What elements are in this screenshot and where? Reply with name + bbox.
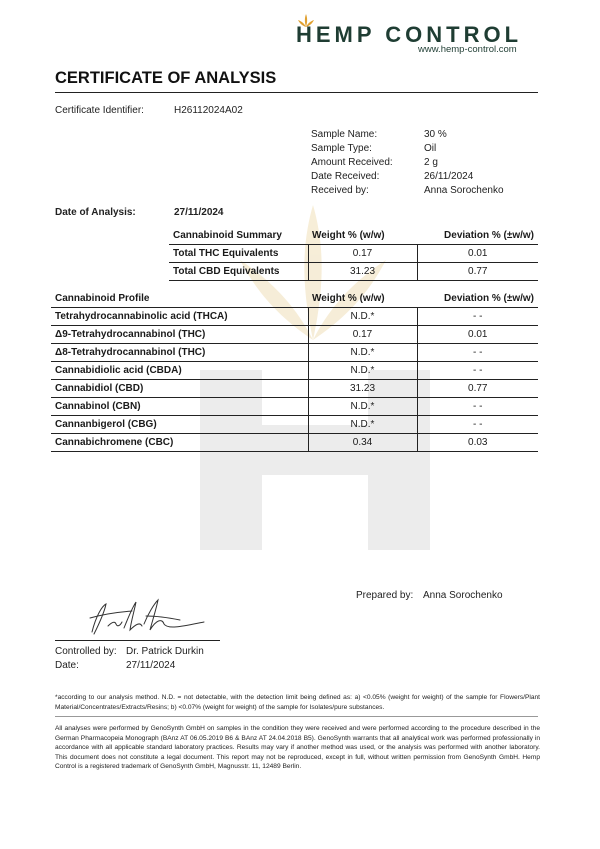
- profile-row: [51, 416, 538, 434]
- profile-cell-weight: N.D.*: [308, 308, 417, 326]
- document-title: CERTIFICATE OF ANALYSIS: [55, 69, 277, 87]
- profile-row: [51, 308, 538, 326]
- signature-line: [55, 640, 220, 641]
- profile-cell-weight: N.D.*: [308, 344, 417, 362]
- summary-cell-weight: 0.17: [308, 245, 417, 263]
- prepared-by-value: Anna Sorochenko: [423, 590, 503, 601]
- amount-received-label: Amount Received:: [311, 157, 393, 168]
- profile-header-deviation: Deviation % (±w/w): [444, 293, 534, 304]
- summary-header-row: [169, 227, 538, 245]
- profile-row: [51, 344, 538, 362]
- profile-row: [51, 326, 538, 344]
- brand-url: www.hemp-control.com: [418, 44, 517, 55]
- profile-cell-weight: N.D.*: [308, 416, 417, 434]
- received-by-label: Received by:: [311, 185, 369, 196]
- profile-cell-deviation: - -: [473, 311, 483, 322]
- profile-header-row: [51, 290, 538, 308]
- profile-cell-deviation: 0.03: [468, 437, 488, 448]
- brand-logo: HEMP CONTROL: [296, 22, 523, 47]
- profile-cell-weight: N.D.*: [308, 362, 417, 380]
- received-by-value: Anna Sorochenko: [424, 185, 504, 196]
- profile-cell-deviation: - -: [473, 401, 483, 412]
- footnote-divider: [55, 716, 538, 717]
- summary-row: [169, 245, 538, 263]
- sample-type-value: Oil: [424, 143, 437, 154]
- certificate-id-value: H26112024A02: [174, 105, 243, 116]
- method-footnote: *according to our analysis method. N.D. = not detectable, with the detection limit being defined as: a) <0.05% (weight for weight) of the sample for Flowers/Plant Material/Concentrates/Extracts/Resins; b) <0.07% (weight for weight) of the sample for Isolates/pure substances.: [55, 694, 540, 711]
- profile-cell-deviation: - -: [473, 419, 483, 430]
- profile-cell-name: Δ9-Tetrahydrocannabinol (THC): [51, 326, 308, 344]
- profile-row: [51, 380, 538, 398]
- profile-cell-name: Cannabidiol (CBD): [51, 380, 308, 398]
- profile-cell-weight: 0.34: [308, 434, 417, 452]
- profile-cell-name: Cannabichromene (CBC): [51, 434, 308, 452]
- summary-header-name: Cannabinoid Summary: [173, 230, 282, 241]
- summary-header-weight: Weight % (w/w): [312, 230, 385, 241]
- controlled-by-label: Controlled by:: [55, 646, 117, 657]
- sample-name-value: 30 %: [424, 129, 447, 140]
- title-divider: [55, 92, 538, 93]
- profile-cell-weight: N.D.*: [308, 398, 417, 416]
- profile-cell-weight: 31.23: [308, 380, 417, 398]
- cannabinoid-profile-table: [51, 290, 538, 452]
- profile-cell-deviation: - -: [473, 347, 483, 358]
- summary-cell-name: Total THC Equivalents: [169, 245, 308, 263]
- summary-cell-name: Total CBD Equivalents: [169, 263, 308, 281]
- profile-cell-deviation: 0.77: [468, 383, 488, 394]
- summary-header-deviation: Deviation % (±w/w): [444, 230, 534, 241]
- profile-cell-name: Cannanbigerol (CBG): [51, 416, 308, 434]
- controlled-by-value: Dr. Patrick Durkin: [126, 646, 204, 657]
- profile-row: [51, 362, 538, 380]
- summary-cell-deviation: 0.01: [468, 248, 488, 259]
- cannabinoid-summary-table: [169, 227, 538, 281]
- profile-cell-name: Tetrahydrocannabinolic acid (THCA): [51, 308, 308, 326]
- summary-row: [169, 263, 538, 281]
- date-received-value: 26/11/2024: [424, 171, 474, 182]
- legal-footnote: All analyses were performed by GenoSynth GmbH on samples in the condition they were received and were performed according to the procedure described in the German Pharmacopeia Monograph (BAnz AT 06.05.2019 B6 & BAnz AT 24.04.2018 B5). GenoSynth warrants that all analytical work was performed professionally in accordance with all applicable standard laboratory practices. Results may vary if another method was used, or the analysis was performed with another laboratory. This document does not constitute a legal document. This report may not be reproduced, except in full, without written permission from GenoSynth GmbH. Hemp Control is a registered trademark of GenoSynth GmbH, Magnusstr. 11, 12489 Berlin.: [55, 725, 540, 771]
- profile-header-weight: Weight % (w/w): [312, 293, 385, 304]
- amount-received-value: 2 g: [424, 157, 438, 168]
- profile-cell-name: Δ8-Tetrahydrocannabinol (THC): [51, 344, 308, 362]
- profile-cell-name: Cannabidiolic acid (CBDA): [51, 362, 308, 380]
- date-received-label: Date Received:: [311, 171, 380, 182]
- prepared-by-label: Prepared by:: [356, 590, 414, 601]
- profile-header-name: Cannabinoid Profile: [55, 293, 150, 304]
- controlled-date-label: Date:: [55, 660, 79, 671]
- profile-cell-name: Cannabinol (CBN): [51, 398, 308, 416]
- analysis-date-label: Date of Analysis:: [55, 207, 136, 218]
- profile-cell-deviation: 0.01: [468, 329, 488, 340]
- signature-image: [84, 596, 214, 640]
- profile-cell-deviation: - -: [473, 365, 483, 376]
- controlled-date-value: 27/11/2024: [126, 660, 176, 671]
- profile-row: [51, 398, 538, 416]
- sample-type-label: Sample Type:: [311, 143, 372, 154]
- sample-name-label: Sample Name:: [311, 129, 378, 140]
- summary-cell-weight: 31.23: [308, 263, 417, 281]
- profile-row: [51, 434, 538, 452]
- analysis-date-value: 27/11/2024: [174, 207, 224, 218]
- profile-cell-weight: 0.17: [308, 326, 417, 344]
- summary-cell-deviation: 0.77: [468, 266, 488, 277]
- certificate-id-label: Certificate Identifier:: [55, 105, 144, 116]
